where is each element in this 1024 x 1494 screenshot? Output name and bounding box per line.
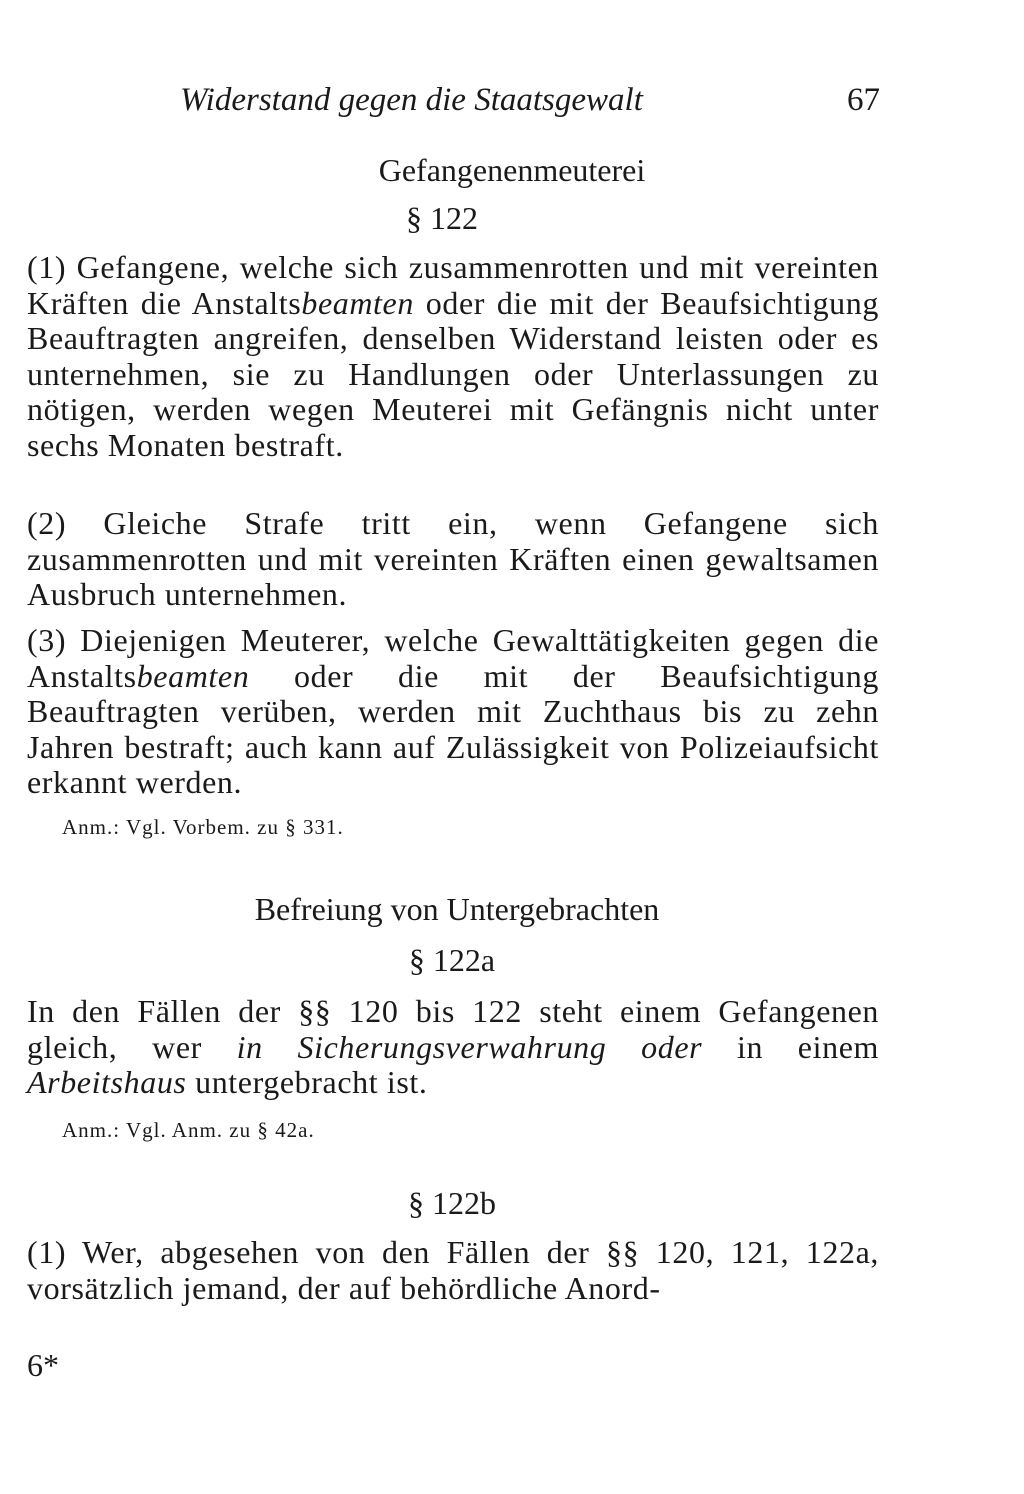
section-heading-122: Gefangenenmeuterei	[378, 152, 646, 188]
section-122-paragraph-2: (2) Gleiche Strafe tritt ein, wenn Gefangene sich zusammenrotten und mit vereinten Kräften einen gewaltsamen Ausbruch unternehmen.	[27, 505, 879, 612]
paragraph-sign-122a: § 122a	[408, 942, 496, 978]
emphasis-text: in Sicherungsverwahrung oder	[236, 1028, 703, 1065]
running-head	[180, 82, 880, 128]
emphasis-text: beamten	[136, 657, 250, 694]
text-run: (1) Gefangene, welche sich zusammenrotten und mit vereinten Kräften die Anstalts	[27, 249, 879, 321]
emphasis-text: beamten	[301, 284, 414, 321]
section-122-paragraph-1	[27, 250, 879, 463]
page-number: 67	[847, 82, 880, 118]
text-run: (3) Diejenigen Meuterer, welche Gewalttätigkeiten gegen die Anstalts	[27, 622, 879, 694]
text-run: oder die mit der Beaufsichtigung Beauftragten verüben, werden mit Zuchthaus bis zu zehn Jahren bestraft; auch kann auf Zulässigkeit von Polizeiaufsicht erkannt werden.	[27, 657, 879, 800]
text-run: in einem	[702, 1028, 879, 1065]
text-run: oder die mit der Beaufsichtigung Beauftragten angreifen, denselben Widerstand leisten oder es unternehmen, sie zu Handlungen oder Unterlassungen zu nötigen, werden wegen Meuterei mit Gefängnis nicht unter sechs Monaten bestraft.	[27, 284, 879, 463]
section-122a-text	[27, 994, 879, 1101]
section-122b-paragraph-1: (1) Wer, abgesehen von den Fällen der §§ 120, 121, 122a, vorsätzlich jemand, der auf behördliche Anord-	[27, 1234, 879, 1306]
section-heading-122a: Befreiung von Untergebrachten	[254, 891, 660, 927]
emphasis-text: Arbeitshaus	[27, 1064, 187, 1100]
running-title: Widerstand gegen die Staatsgewalt	[180, 82, 643, 118]
text-run: untergebracht ist.	[186, 1064, 428, 1100]
annotation-note: Anm.: Vgl. Anm. zu § 42a.	[62, 1118, 315, 1142]
paragraph-sign-122b: § 122b	[408, 1185, 496, 1221]
annotation-note: Anm.: Vgl. Vorbem. zu § 331.	[62, 815, 344, 839]
section-122-paragraph-3	[27, 623, 879, 801]
text-run: In den Fällen der §§ 120 bis 122 steht einem Gefangenen gleich, wer	[27, 993, 879, 1065]
signature-mark: 6*	[27, 1347, 59, 1383]
paragraph-sign-122: § 122	[406, 200, 478, 236]
